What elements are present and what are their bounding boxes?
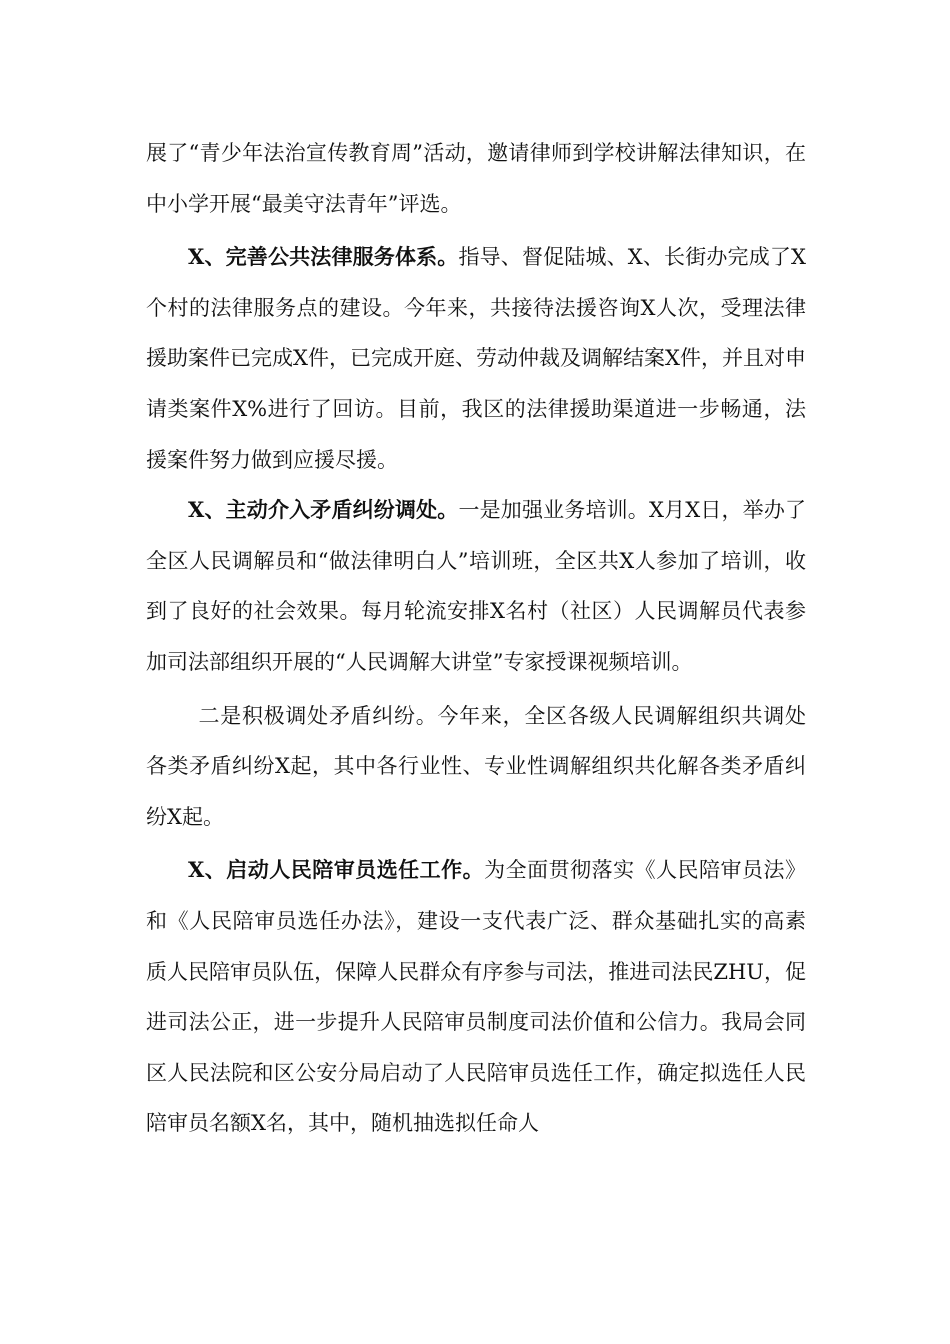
paragraph-text: 为全面贯彻落实《人民陪审员法》和《人民陪审员选任办法》，建设一支代表广泛、群众基础扎实的高素质人民陪审员队伍，保障人民群众有序参与司法，推进司法民ZHU，促进司法公正，进一步提升人民陪审员制度司法价值和公信力。我局会同区人民法院和区公安分局启动了人民陪审员选任工作，确定拟选任人民陪审员名额X名，其中，随机抽选拟任命人 bbox=[146, 858, 807, 1136]
paragraph-heading: X、启动人民陪审员选任工作。 bbox=[188, 857, 485, 883]
paragraph-text: 指导、督促陆城、X、长街办完成了X个村的法律服务点的建设。今年来，共接待法援咨询X人次，受理法律援助案件已完成X件，已完成开庭、劳动仲裁及调解结案X件，并且对申请类案件X%进行了回访。目前，我区的法律援助渠道进一步畅通，法援案件努力做到应援尽援。 bbox=[146, 245, 806, 472]
paragraph-text: 二是积极调处矛盾纠纷。今年来，全区各级人民调解组织共调处各类矛盾纠纷X起，其中各行业性、专业性调解组织共化解各类矛盾纠纷X起。 bbox=[146, 703, 806, 829]
paragraph-legal-service-system bbox=[146, 232, 806, 485]
paragraph-heading: X、完善公共法律服务体系。 bbox=[188, 244, 459, 270]
paragraph-text: 展了“青少年法治宣传教育周”活动，邀请律师到学校讲解法律知识，在中小学开展“最美守法青年”评选。 bbox=[146, 141, 806, 216]
paragraph-dispute-mediation bbox=[146, 485, 806, 687]
paragraph-continuation bbox=[146, 128, 806, 229]
document-body bbox=[146, 128, 806, 1149]
paragraph-text: 一是加强业务培训。X月X日，举办了全区人民调解员和“做法律明白人”培训班，全区共X人参加了培训，收到了良好的社会效果。每月轮流安排X名村（社区）人民调解员代表参加司法部组织开展的“人民调解大讲堂”专家授课视频培训。 bbox=[146, 498, 806, 674]
paragraph-jury-selection bbox=[146, 845, 806, 1149]
paragraph-dispute-handling bbox=[146, 691, 806, 843]
paragraph-heading: X、主动介入矛盾纠纷调处。 bbox=[188, 497, 459, 523]
